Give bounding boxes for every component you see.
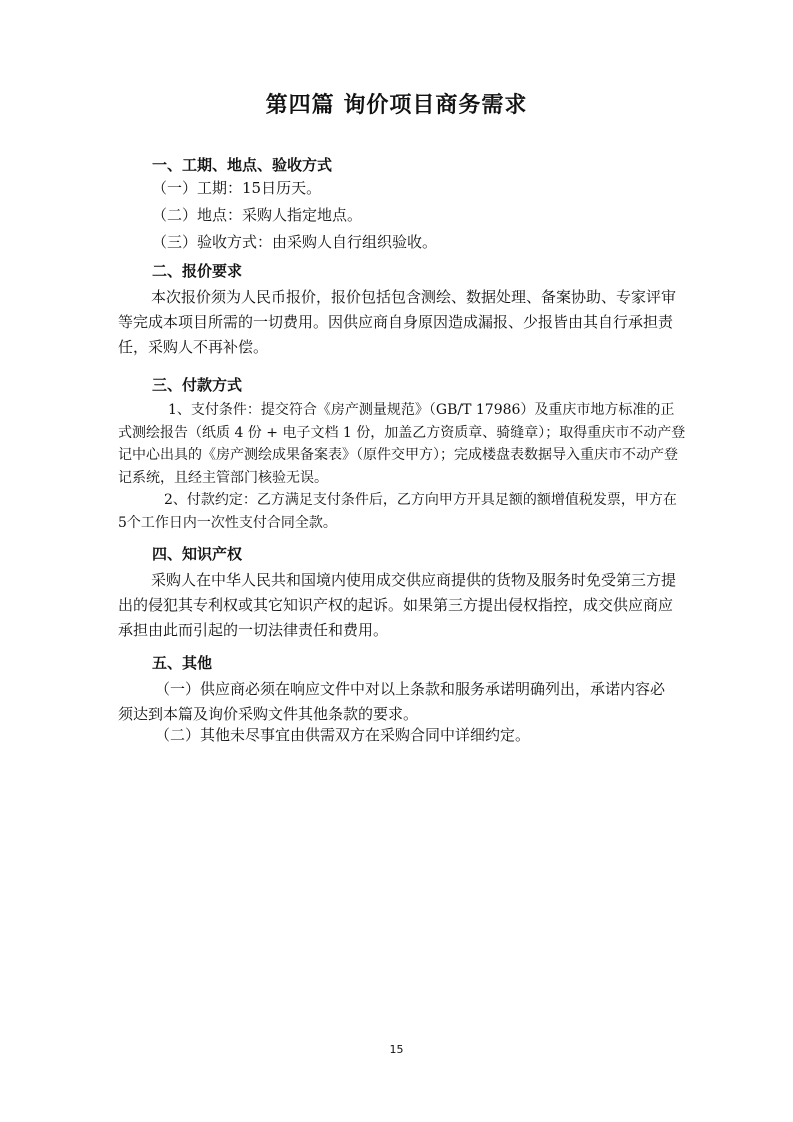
section-heading-ip: 四、知识产权 bbox=[152, 545, 243, 563]
page-title: 第四篇 询价项目商务需求 bbox=[265, 93, 528, 118]
payment-condition: 1、支付条件：提交符合《房产测量规范》（GB/T 17986）及重庆市地方标准的正式测绘报告（纸质 4 份 + 电子文档 1 份，加盖乙方资质章、骑缝章）；取得重庆市不动产登记中心出具的《房产测绘成果备案表》（原件交甲方）；完成楼盘表数据导入重庆市不动产登记系统，且经主管部门核验无误。 bbox=[118, 402, 686, 486]
section-heading-schedule: 一、工期、地点、验收方式 bbox=[152, 156, 333, 174]
page-number: 15 bbox=[389, 1043, 404, 1056]
payment-terms: 2、付款约定：乙方满足支付条件后，乙方向甲方开具足额的额增值税发票，甲方在 5个工作日内一次性支付合同全款。 bbox=[118, 492, 677, 531]
section-heading-payment: 三、付款方式 bbox=[152, 376, 243, 394]
ip-paragraph: 采购人在中华人民共和国境内使用成交供应商提供的货物及服务时免受第三方提出的侵犯其专利权或其它知识产权的起诉。如果第三方提出侵权指控，成交供应商应承担由此而引起的一切法律责任和费用。 bbox=[118, 571, 677, 639]
pricing-paragraph: 本次报价须为人民币报价，报价包括包含测绘、数据处理、备案协助、专家评审等完成本项目所需的一切费用。因供应商自身原因造成漏报、少报皆由其自行承担责任，采购人不再补偿。 bbox=[118, 288, 677, 356]
schedule-item-duration: （一）工期：15日历天。 bbox=[152, 179, 322, 197]
other-item-commitment: （一）供应商必须在响应文件中对以上条款和服务承诺明确列出，承诺内容必须达到本篇及询价采购文件其他条款的要求。 bbox=[118, 680, 666, 723]
section-heading-pricing: 二、报价要求 bbox=[152, 262, 243, 280]
schedule-item-acceptance: （三）验收方式：由采购人自行组织验收。 bbox=[152, 233, 438, 251]
other-item-details: （二）其他未尽事宜由供需双方在采购合同中详细约定。 bbox=[155, 726, 531, 744]
section-heading-other: 五、其他 bbox=[152, 654, 213, 672]
schedule-item-location: （二）地点：采购人指定地点。 bbox=[152, 206, 363, 224]
